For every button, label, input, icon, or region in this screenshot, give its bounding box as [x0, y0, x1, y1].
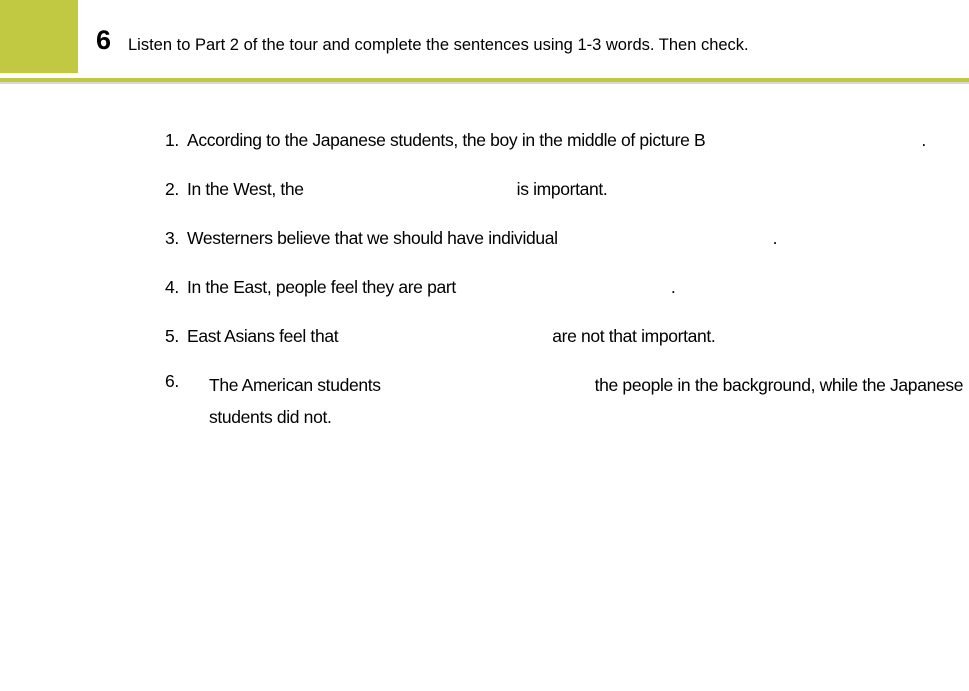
answer-blank[interactable] — [381, 390, 595, 391]
exercise-number: 6 — [96, 25, 112, 55]
answer-blank[interactable] — [338, 341, 552, 342]
exercise-instruction: Listen to Part 2 of the tour and complete the sentences using 1-3 words. Then check. — [128, 36, 749, 54]
sentence-text — [187, 226, 777, 250]
sentence-number: 6. — [165, 371, 179, 391]
sentence-after: . — [921, 130, 926, 150]
sentence-item-6 — [165, 369, 964, 433]
sentence-text — [187, 177, 607, 201]
sentence-after: is important. — [516, 179, 608, 199]
sentence-number: 2. — [165, 179, 179, 199]
sentence-number: 4. — [165, 277, 179, 297]
sentence-text — [209, 369, 969, 433]
sentence-after: the people in the background, while the Japanese students did not. — [209, 375, 964, 427]
sentence-before: In the East, people feel they are part — [187, 277, 456, 297]
answer-blank[interactable] — [304, 194, 517, 195]
sentence-item-3 — [165, 226, 955, 275]
sentence-before: In the West, the — [187, 179, 304, 199]
sentence-after: . — [772, 228, 778, 248]
sentence-item-1 — [165, 128, 955, 177]
sentence-list — [165, 128, 964, 433]
sentence-text — [187, 275, 675, 299]
sentence-item-5 — [165, 324, 955, 373]
sentence-after: are not that important. — [552, 326, 716, 346]
sentence-before: Westerners believe that we should have individual — [187, 228, 558, 248]
sentence-number: 1. — [165, 130, 179, 150]
sentence-after: . — [670, 277, 676, 297]
sentence-number: 5. — [165, 326, 179, 346]
sentence-text — [187, 324, 715, 348]
sentence-text — [187, 128, 926, 152]
sentence-before: East Asians feel that — [187, 326, 339, 346]
header-accent-block — [0, 0, 78, 73]
sentence-before: According to the Japanese students, the boy in the middle of picture B — [187, 130, 706, 150]
sentence-item-2 — [165, 177, 955, 226]
answer-blank[interactable] — [558, 243, 773, 244]
sentence-before: The American students — [209, 375, 381, 395]
sentence-item-4 — [165, 275, 955, 324]
answer-blank[interactable] — [705, 145, 921, 146]
sentence-number: 3. — [165, 228, 179, 248]
answer-blank[interactable] — [456, 292, 671, 293]
header-divider-shadow — [0, 82, 969, 84]
